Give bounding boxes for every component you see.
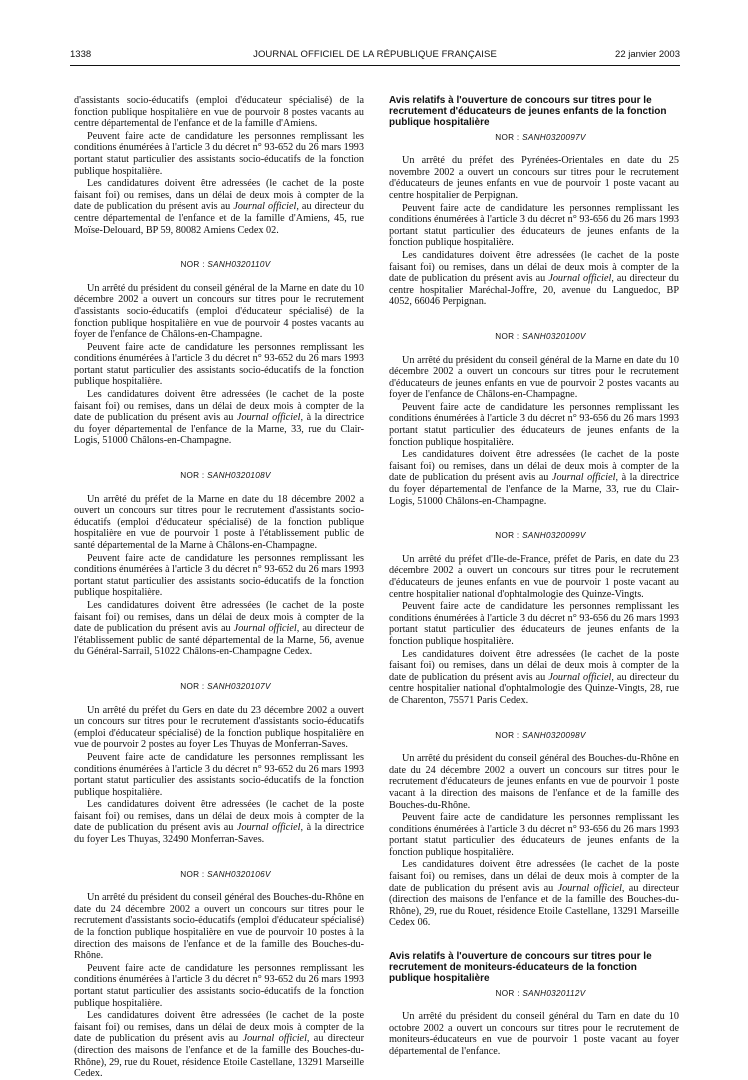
notice-block [74, 681, 364, 846]
notice-paragraph: Peuvent faire acte de candidature les personnes remplissant les conditions énumérées à l'article 3 du décret n° 93-652 du 26 mars 1993 portant statut particulier des assistants socio-éducatifs de la fonction publique hospitalière. [74, 962, 364, 1009]
notice-paragraph: Un arrêté du préfet du Gers en date du 23 décembre 2002 a ouvert un concours sur titres pour le recrutement d'assistants socio-éducatifs (emploi d'éducateur spécialisé) de la fonction publique hospitalière en vue de pourvoir 2 postes au foyer Les Thuyas de Monferran-Saves. [74, 704, 364, 751]
notice-paragraph: Peuvent faire acte de candidature les personnes remplissant les conditions énumérées à l'article 3 du décret n° 93-652 du 26 mars 1993 portant statut particulier des assistants socio-éducatifs de la fonction publique hospitalière. [74, 751, 364, 798]
journal-officiel-ref: Journal officiel [242, 1033, 307, 1045]
notice-block [74, 259, 364, 447]
nor-reference: NOR : SANH0320110V [180, 260, 271, 270]
left-column [74, 95, 364, 1080]
page-header [70, 49, 680, 63]
notice-paragraph: Un arrêté du président du conseil général de la Marne en date du 10 décembre 2002 a ouvert un concours sur titres pour le recrutement d'assistants socio-éducatifs (emploi d'éducateur spécialisé) de la fonction publique hospitalière en vue de pourvoir 4 postes vacants au foyer de l'enfance de Châlons-en-Champagne. [74, 282, 364, 341]
section-heading: Avis relatifs à l'ouverture de concours sur titres pour le recrutement d'éducateurs de jeunes enfants de la fonction publique hospitalière [389, 95, 667, 129]
notice-block [389, 331, 679, 507]
notice-paragraph: Un arrêté du président du conseil général des Bouches-du-Rhône en date du 24 décembre 2002 a ouvert un concours sur titres pour le recrutement d'assistants socio-éducatifs (emploi d'éducateur spécialisé) de la fonction publique hospitalière en vue de pourvoir 10 postes à la direction des maisons de l'enfance et de la famille des Bouches-du-Rhône. [74, 892, 364, 962]
notice-paragraph: Peuvent faire acte de candidature les personnes remplissant les conditions énumérées à l'article 3 du décret n° 93-656 du 26 mars 1993 portant statut particulier des éducateurs de jeunes enfants de la fonction publique hospitalière. [389, 401, 679, 448]
journal-officiel-ref: Journal officiel [233, 623, 297, 635]
notice-paragraph: Peuvent faire acte de candidature les personnes remplissant les conditions énumérées à l'article 3 du décret n° 93-652 du 26 mars 1993 portant statut particulier des assistants socio-éducatifs de la fonction publique hospitalière. [74, 130, 364, 177]
notice-paragraph: Les candidatures doivent être adressées (le cachet de la poste faisant foi) ou remises, dans un délai de deux mois à compter de la date de publication du présent avis au Journal officiel, au directeur (direction des maisons de l'enfance et de la famille des Bouches-du-Rhône), 29, rue du Rouet, résidence Etoile Castellane, 13291 Marseille Cedex 06. [389, 859, 679, 929]
issue-date: 22 janvier 2003 [615, 49, 680, 60]
notice-paragraph: Un arrêté du président du conseil général de la Marne en date du 10 décembre 2002 a ouvert un concours sur titres pour le recrutement d'éducateurs de jeunes enfants en vue de pourvoir 2 postes vacants au foyer de l'enfance de Châlons-en-Champagne. [389, 354, 679, 401]
journal-officiel-ref: Journal officiel [548, 273, 612, 285]
notice-block [389, 530, 679, 706]
right-column [389, 95, 679, 1058]
notice-paragraph: Les candidatures doivent être adressées (le cachet de la poste faisant foi) ou remises, dans un délai de deux mois à compter de la date de publication du présent avis au Journal officiel, à la directrice du foyer départemental de l'enfance de la Marne, 33, rue du Clair-Logis, 51000 Châlons-en-Champagne. [389, 449, 679, 507]
nor-reference: NOR : SANH0320112V [495, 988, 586, 998]
notice-paragraph: Un arrêté du préfet de la Marne en date du 18 décembre 2002 a ouvert un concours sur titres pour le recrutement d'assistants socio-éducatifs (emploi d'éducateur spécialisé) de la fonction publique hospitalière en vue de pourvoir 1 poste à l'établissement public de santé départemental de la Marne à Châlons-en-Champagne. [74, 493, 364, 551]
nor-reference: NOR : SANH0320106V [180, 869, 271, 879]
journal-officiel-ref: Journal officiel [551, 472, 616, 484]
notice-block [74, 869, 364, 1080]
nor-reference: NOR : SANH0320099V [495, 531, 586, 541]
notice-paragraph: Les candidatures doivent être adressées (le cachet de la poste faisant foi) ou remises, dans un délai de deux mois à compter de la date de publication du présent avis au Journal officiel, à la directrice du foyer départemental de l'enfance de la Marne, 33, rue du Clair-Logis, 51000 Châlons-en-Champagne. [74, 389, 364, 447]
notice-paragraph: Les candidatures doivent être adressées (le cachet de la poste faisant foi) ou remises, dans un délai de deux mois à compter de la date de publication du présent avis au Journal officiel, au directeur de l'établissement public de santé départemental de la Marne, 56, avenue du Général-Sarrail, 51022 Châlons-en-Champagne Cedex. [74, 599, 364, 658]
header-rule [70, 65, 680, 66]
nor-reference: NOR : SANH0320108V [180, 471, 271, 481]
notice-paragraph: Peuvent faire acte de candidature les personnes remplissant les conditions énumérées à l'article 3 du décret n° 93-652 du 26 mars 1993 portant statut particulier des assistants socio-éducatifs de la fonction publique hospitalière. [74, 341, 364, 388]
journal-officiel-ref: Journal officiel [236, 412, 301, 424]
notice-paragraph: Les candidatures doivent être adressées (le cachet de la poste faisant foi) ou remises, dans un délai de deux mois à compter de la date de publication du présent avis au Journal officiel, à la directrice du foyer Les Thuyas, 32490 Monferran-Saves. [74, 799, 364, 846]
section-heading: Avis relatifs à l'ouverture de concours sur titres pour le recrutement de moniteurs-éducateurs de la fonction publique hospitalière [389, 951, 652, 985]
notice-paragraph: Les candidatures doivent être adressées (le cachet de la poste faisant foi) ou remises, dans un délai de deux mois à compter de la date de publication du présent avis au Journal officiel, au directeur du centre départemental de l'enfance et de la famille d'Amiens, 45, rue Moïse-Delouard, BP 59, 80082 Amiens Cedex 02. [74, 178, 364, 236]
notice-paragraph: Un arrêté du président du conseil général des Bouches-du-Rhône en date du 24 décembre 2002 a ouvert un concours sur titres pour le recrutement d'éducateurs de jeunes enfants en vue de pourvoir 1 poste vacant à la direction des maisons de l'enfance et de la famille des Bouches-du-Rhône. [389, 753, 679, 811]
notice-paragraph: Un arrêté du président du conseil général du Tarn en date du 10 octobre 2002 a ouvert un concours sur titres pour le recrutement de moniteurs-éducateurs en vue de pourvoir 1 poste vacant au foyer départemental de l'enfance. [389, 1011, 679, 1058]
journal-officiel-ref: Journal officiel [557, 882, 622, 894]
nor-reference: NOR : SANH0320100V [495, 331, 586, 341]
notice-paragraph: Un arrêté du préfet des Pyrénées-Orientales en date du 25 novembre 2002 a ouvert un concours sur titres pour le recrutement d'éducateurs de jeunes enfants en vue de pourvoir 1 poste vacant au centre hospitalier de Perpignan. [389, 155, 679, 201]
notice-paragraph: Les candidatures doivent être adressées (le cachet de la poste faisant foi) ou remises, dans un délai de deux mois à compter de la date de publication du présent avis au Journal officiel, au directeur du centre hospitalier national d'ophtalmologie des Quinze-Vingts, 28, rue de Charenton, 75571 Paris Cedex. [389, 648, 679, 706]
notice-block [389, 132, 679, 308]
nor-reference: NOR : SANH0320098V [495, 730, 586, 740]
nor-reference: NOR : SANH0320107V [180, 681, 271, 691]
page-number: 1338 [70, 49, 92, 60]
notice-paragraph: Peuvent faire acte de candidature les personnes remplissant les conditions énumérées à l'article 3 du décret n° 93-656 du 26 mars 1993 portant statut particulier des éducateurs de jeunes enfants de la fonction publique hospitalière. [389, 601, 679, 647]
notice-block [389, 730, 679, 930]
notice-paragraph: Un arrêté du préfet d'Ile-de-France, préfet de Paris, en date du 23 décembre 2002 a ouvert un concours sur titres pour le recrutement d'éducateurs de jeunes enfants en vue de pourvoir 1 poste vacant au centre hospitalier national d'ophtalmologie des Quinze-Vingts. [389, 553, 679, 600]
journal-officiel-ref: Journal officiel [236, 822, 301, 834]
notice-paragraph: Les candidatures doivent être adressées (le cachet de la poste faisant foi) ou remises, dans un délai de deux mois à compter de la date de publication du présent avis au Journal officiel, au directeur (direction des maisons de l'enfance et de la famille des Bouches-du-Rhône), 29, rue du Rouet, résidence Etoile Castellane, 13291 Marseille Cedex. [74, 1010, 364, 1080]
notice-continued [74, 95, 364, 236]
notice-paragraph: Peuvent faire acte de candidature les personnes remplissant les conditions énumérées à l'article 3 du décret n° 93-656 du 26 mars 1993 portant statut particulier des éducateurs de jeunes enfants de la fonction publique hospitalière. [389, 202, 679, 249]
notice-paragraph: Les candidatures doivent être adressées (le cachet de la poste faisant foi) ou remises, dans un délai de deux mois à compter de la date de publication du présent avis au Journal officiel, au directeur du centre hospitalier Maréchal-Joffre, 20, avenue du Languedoc, BP 4052, 66046 Perpignan. [389, 249, 679, 308]
nor-reference: NOR : SANH0320097V [495, 132, 586, 142]
notice-paragraph: Peuvent faire acte de candidature les personnes remplissant les conditions énumérées à l'article 3 du décret n° 93-656 du 26 mars 1993 portant statut particulier des éducateurs de jeunes enfants de la fonction publique hospitalière. [389, 812, 679, 858]
notice-block [74, 470, 364, 658]
notice-paragraph: d'assistants socio-éducatifs (emploi d'éducateur spécialisé) de la fonction publique hospitalière en vue de pourvoir 8 postes vacants au centre départemental de l'enfance et de la famille d'Amiens. [74, 95, 364, 130]
notice-block [389, 988, 679, 1058]
journal-officiel-ref: Journal officiel [548, 671, 612, 683]
notice-paragraph: Peuvent faire acte de candidature les personnes remplissant les conditions énumérées à l'article 3 du décret n° 93-652 du 26 mars 1993 portant statut particulier des assistants socio-éducatifs de la fonction publique hospitalière. [74, 552, 364, 599]
journal-officiel-ref: Journal officiel [233, 201, 297, 213]
journal-title: JOURNAL OFFICIEL DE LA RÉPUBLIQUE FRANÇAISE [253, 49, 497, 60]
